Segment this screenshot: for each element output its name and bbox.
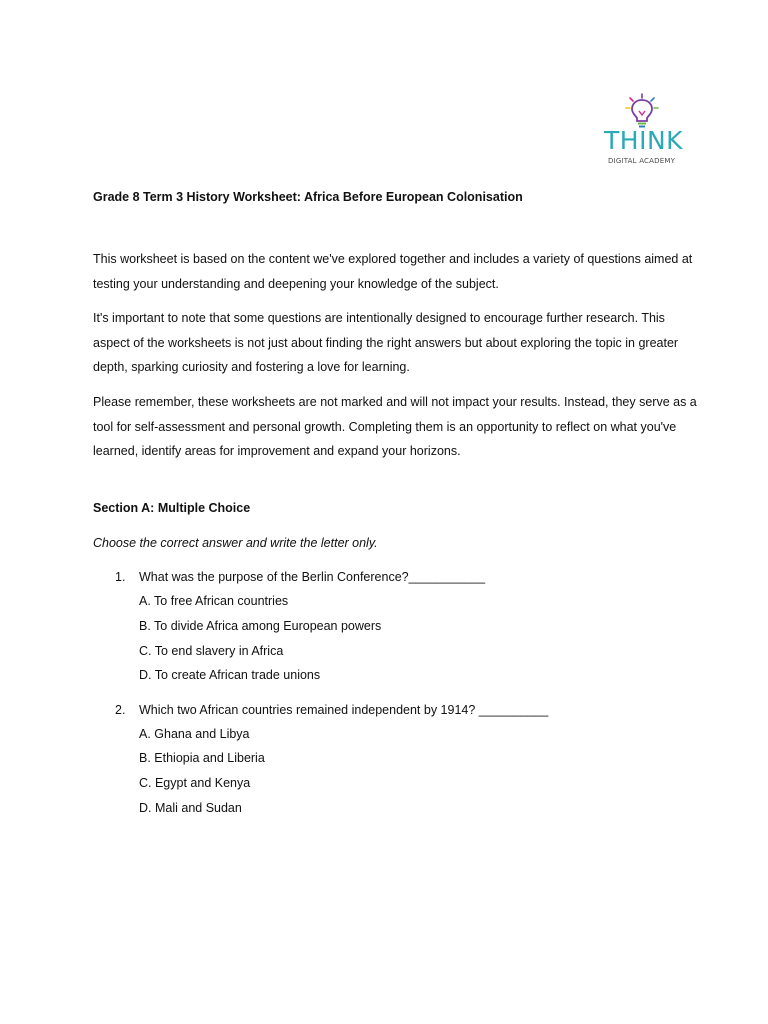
intro-paragraph-1: This worksheet is based on the content we've explored together and includes a variety of questions aimed at testing your understanding and deepening your knowledge of the subject. bbox=[93, 252, 693, 291]
question-text: What was the purpose of the Berlin Conference?___________ bbox=[139, 570, 486, 584]
answer-option: C. Egypt and Kenya bbox=[139, 776, 251, 790]
worksheet-title: Grade 8 Term 3 History Worksheet: Africa Before European Colonisation bbox=[93, 190, 523, 204]
answer-option: D. To create African trade unions bbox=[139, 668, 321, 682]
answer-option: B. Ethiopia and Liberia bbox=[139, 751, 265, 765]
think-digital-academy-logo bbox=[598, 92, 698, 170]
answer-option: C. To end slavery in Africa bbox=[139, 644, 284, 658]
logo-wordmark: THINK bbox=[604, 126, 684, 155]
question-number: 2. bbox=[115, 703, 126, 717]
answer-option: D. Mali and Sudan bbox=[139, 801, 242, 815]
intro-paragraph-2: It's important to note that some questions are intentionally designed to encourage further research. This aspect of the worksheets is not just about finding the right answers but about exploring the topic in greater depth, sparking curiosity and fostering a love for learning. bbox=[93, 311, 679, 374]
section-heading: Section A: Multiple Choice bbox=[93, 501, 251, 515]
answer-option: A. To free African countries bbox=[139, 594, 289, 608]
question-number: 1. bbox=[115, 570, 126, 584]
intro-paragraph-3: Please remember, these worksheets are not marked and will not impact your results. Instead, they serve as a tool for self-assessment and personal growth. Completing them is an opportunity to reflect on what you've learned, identify areas for improvement and expand your horizons. bbox=[93, 395, 697, 458]
question-text: Which two African countries remained independent by 1914? __________ bbox=[139, 703, 549, 717]
logo-subtitle: DIGITAL ACADEMY bbox=[608, 157, 676, 165]
answer-option: B. To divide Africa among European powers bbox=[139, 619, 382, 633]
section-instruction: Choose the correct answer and write the letter only. bbox=[93, 536, 378, 550]
answer-option: A. Ghana and Libya bbox=[139, 727, 250, 741]
